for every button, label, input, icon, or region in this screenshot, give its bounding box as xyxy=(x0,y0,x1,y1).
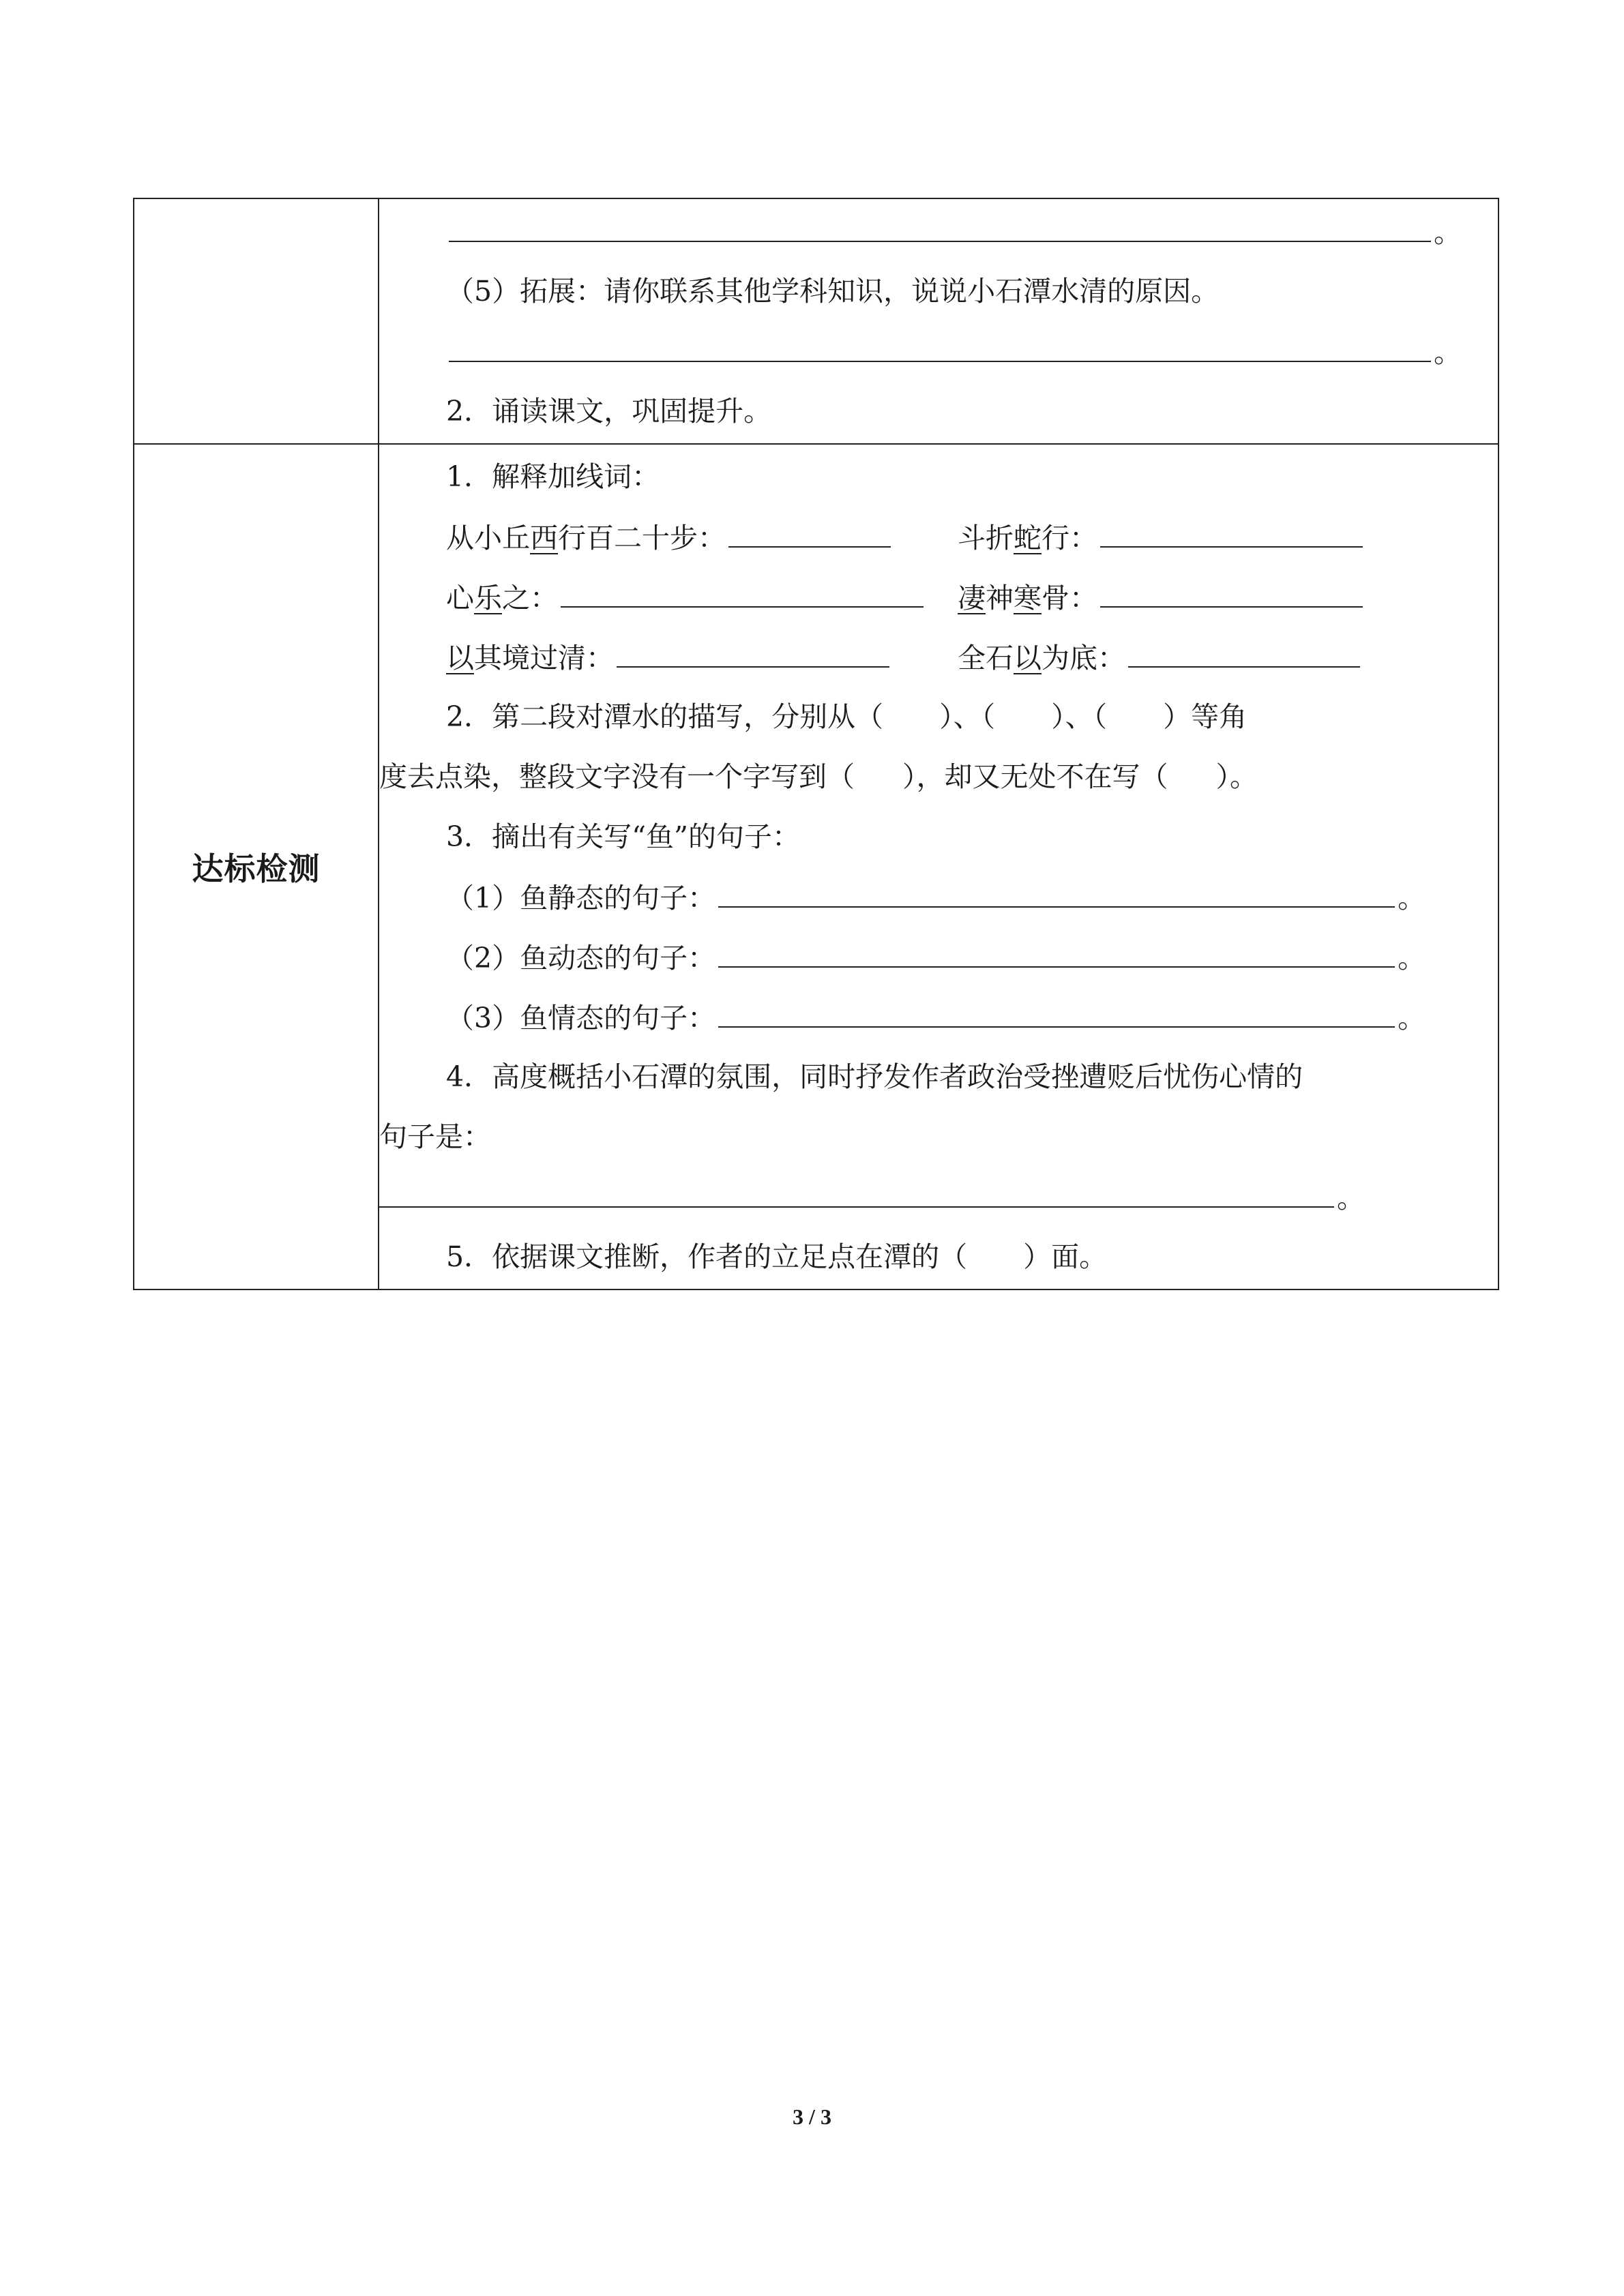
q4-line-2: 句子是： xyxy=(379,1120,491,1153)
q1-row-3: 以其境过清： 全石以为底： xyxy=(379,627,1498,687)
q3-item-1: （1）鱼静态的句子： 。 xyxy=(379,867,1498,927)
answer-blank[interactable] xyxy=(1128,627,1360,668)
q2-line-1: 2．第二段对潭水的描写，分别从（ ）、（ ）、（ ）等角 xyxy=(446,700,1247,733)
answer-blank[interactable] xyxy=(718,927,1395,968)
answer-blank[interactable] xyxy=(617,627,889,668)
content-cell-test xyxy=(379,444,1498,1289)
answer-blank[interactable] xyxy=(1100,507,1363,548)
answer-blank[interactable] xyxy=(718,987,1395,1028)
table-row xyxy=(134,444,1498,1289)
q1-title: 1．解释加线词： xyxy=(446,460,660,493)
answer-blank[interactable] xyxy=(1100,567,1363,608)
q3-item-2: （2）鱼动态的句子： 。 xyxy=(379,927,1498,987)
section-label-cell xyxy=(134,444,379,1289)
q1-row-2: 心乐之： 凄神寒骨： xyxy=(379,567,1498,627)
answer-blank[interactable] xyxy=(561,567,924,608)
answer-blank[interactable] xyxy=(449,321,1431,362)
q4-line-1: 4．高度概括小石潭的氛围，同时抒发作者政治受挫遭贬后忧伤心情的 xyxy=(446,1060,1303,1093)
q5-line: 5．依据课文推断，作者的立足点在潭的（ ）面。 xyxy=(446,1240,1108,1273)
answer-blank[interactable] xyxy=(379,1167,1334,1208)
answer-blank[interactable] xyxy=(728,507,891,548)
empty-label-cell xyxy=(134,198,379,444)
page-number: 3 / 3 xyxy=(793,2104,831,2129)
answer-line: 。 xyxy=(379,201,1498,261)
worksheet-table xyxy=(133,198,1499,1290)
answer-blank[interactable] xyxy=(718,867,1395,908)
q4-answer-line: 。 xyxy=(379,1167,1498,1227)
content-cell-top xyxy=(379,198,1498,444)
section-label: 达标检测 xyxy=(192,850,321,887)
q3-title: 3．摘出有关写“鱼”的句子： xyxy=(446,820,801,853)
answer-blank[interactable] xyxy=(449,201,1431,242)
table-row xyxy=(134,198,1498,444)
question-5-extension: （5）拓展：请你联系其他学科知识，说说小石潭水清的原因。 xyxy=(446,275,1220,308)
q1-row-1: 从小丘西行百二十步： 斗折蛇行： xyxy=(379,507,1498,567)
q2-line-2: 度去点染，整段文字没有一个字写到（ ），却又无处不在写（ ）。 xyxy=(379,760,1258,793)
answer-line: 。 xyxy=(379,321,1498,381)
q3-item-3: （3）鱼情态的句子： 。 xyxy=(379,987,1498,1047)
item-2-recite: 2．诵读课文，巩固提升。 xyxy=(446,395,772,428)
